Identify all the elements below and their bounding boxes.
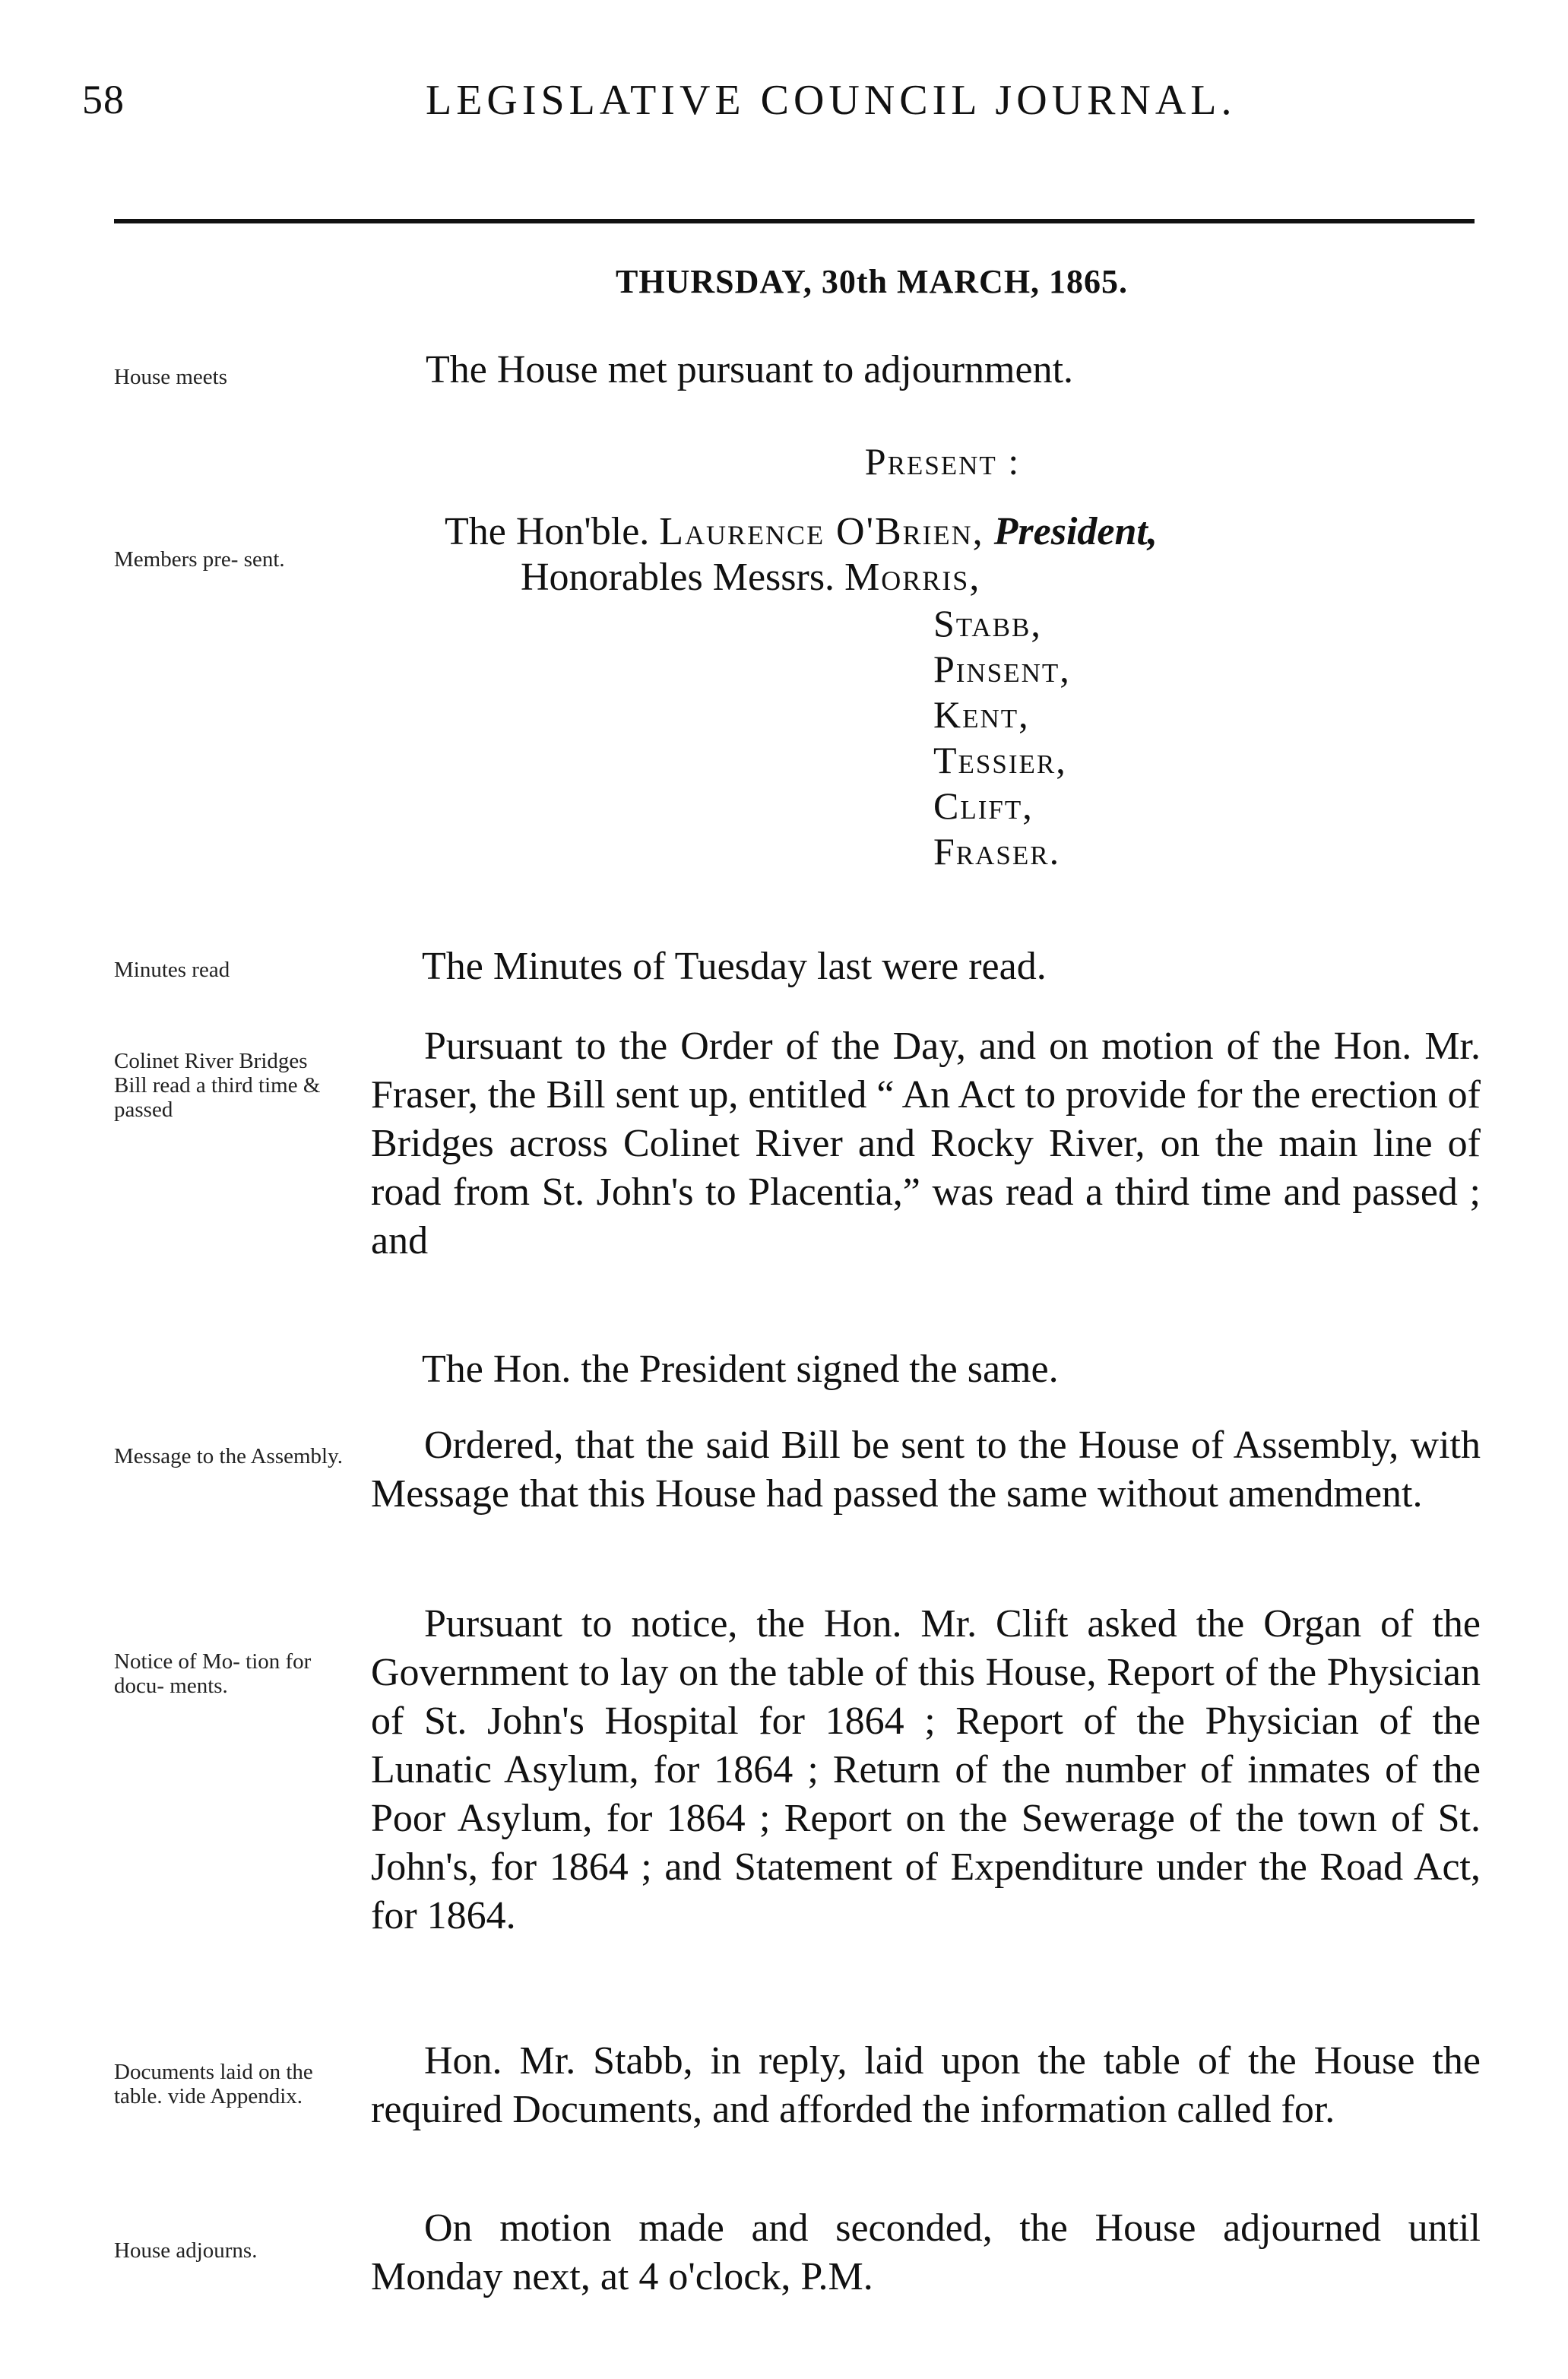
page-number: 58 bbox=[82, 77, 125, 122]
date-heading: THURSDAY, 30th MARCH, 1865. bbox=[616, 263, 1129, 300]
margin-note-colinet-bill: Colinet River Bridges Bill read a third time & passed bbox=[114, 1049, 321, 1122]
member-name: Kent, bbox=[933, 693, 1030, 736]
house-met-line: The House met pursuant to adjournment. bbox=[426, 348, 1074, 391]
honorables-prefix: Honorables Messrs. bbox=[521, 556, 835, 599]
bill-paragraph: Pursuant to the Order of the Day, and on motion of the Hon. Mr. Fraser, the Bill sent up, entitled “ An Act to provide for the erection of Bridges across Colinet River and Rocky River, on the main line of road from St. John's to Placentia,” was read a third time and passed ; and bbox=[371, 1025, 1481, 1262]
honorables-line bbox=[521, 555, 980, 600]
header-rule bbox=[114, 219, 1475, 223]
member-name: Stabb, bbox=[933, 602, 1042, 645]
member-first: Morris, bbox=[844, 556, 981, 599]
president-title: President, bbox=[993, 510, 1158, 553]
member-list bbox=[933, 600, 1071, 874]
margin-note-documents-laid: Documents laid on the table. vide Appendix. bbox=[114, 2060, 313, 2108]
member-name: Tessier, bbox=[933, 739, 1067, 781]
margin-note-members-present: Members pre- sent. bbox=[114, 547, 285, 572]
reply-paragraph: Hon. Mr. Stabb, in reply, laid upon the table of the House the required Documents, and afforded the information called for. bbox=[371, 2039, 1481, 2131]
margin-note-house-adjourns: House adjourns. bbox=[114, 2238, 258, 2263]
president-line bbox=[445, 509, 1158, 555]
member-name: Fraser. bbox=[933, 830, 1061, 873]
ordered-paragraph: Ordered, that the said Bill be sent to the House of Assembly, with Message that this House had passed the same without amendment. bbox=[371, 1424, 1481, 1516]
signed-paragraph: The Hon. the President signed the same. bbox=[422, 1348, 1059, 1391]
president-prefix: The Hon'ble. bbox=[445, 510, 650, 553]
margin-note-notice-motion: Notice of Mo- tion for docu- ments. bbox=[114, 1649, 312, 1698]
minutes-paragraph: The Minutes of Tuesday last were read. bbox=[422, 945, 1047, 988]
member-name: Clift, bbox=[933, 784, 1034, 827]
member-name: Pinsent, bbox=[933, 648, 1071, 690]
president-name: Laurence O'Brien, bbox=[659, 510, 984, 553]
present-label: Present : bbox=[864, 440, 1021, 483]
notice-paragraph: Pursuant to notice, the Hon. Mr. Clift asked the Organ of the Government to lay on the table of this House, Report of the Physician of St. John's Hospital for 1864 ; Report of the Physician of the Lunatic Asylum, for 1864 ; Return of the number of inmates of the Poor Asylum, for 1864 ; Report on the Sewerage of the town of St. John's, for 1864 ; and Statement of Expenditure under the Road Act, for 1864. bbox=[371, 1602, 1481, 1937]
margin-note-minutes-read: Minutes read bbox=[114, 958, 230, 982]
adjourn-paragraph: On motion made and seconded, the House adjourned until Monday next, at 4 o'clock, P.M. bbox=[371, 2206, 1481, 2298]
margin-note-house-meets: House meets bbox=[114, 365, 227, 389]
margin-note-message-assembly: Message to the Assembly. bbox=[114, 1444, 343, 1468]
running-title: LEGISLATIVE COUNCIL JOURNAL. bbox=[426, 77, 1237, 124]
